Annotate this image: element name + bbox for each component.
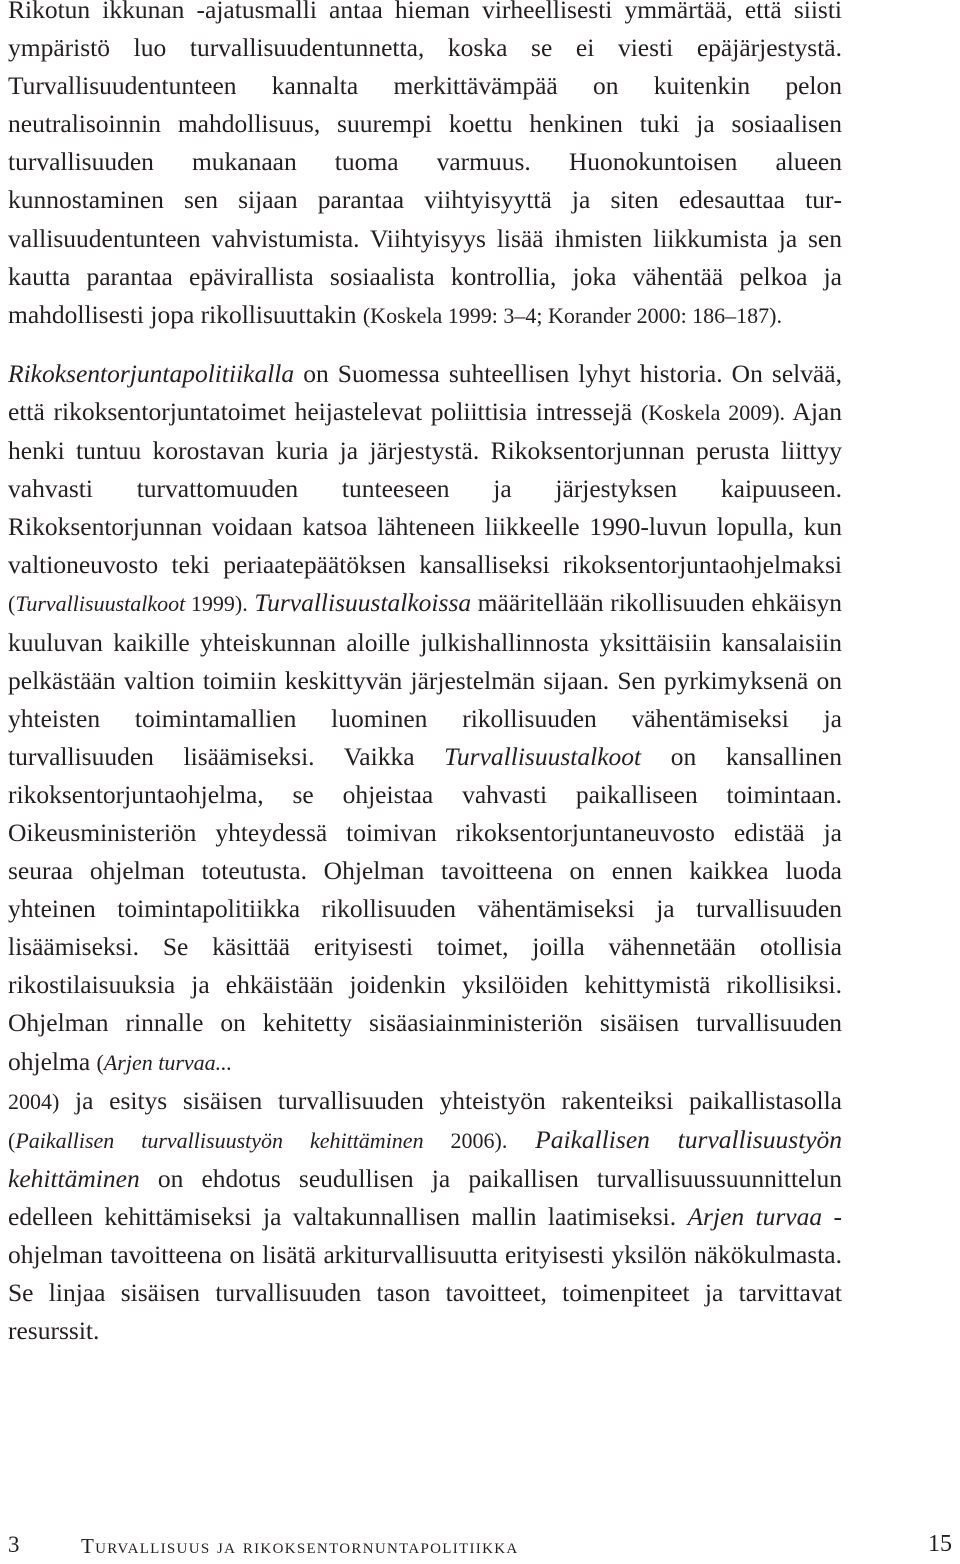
body-text [8, 0, 842, 1350]
chapter-title: Turvallisuus ja rikoksentornuntapolitiikka [81, 1534, 519, 1558]
paragraph-crime-prevention-policy [8, 355, 842, 1350]
paragraph-text: on ehdotus seudullisen ja paikallisen turvallisuussuunnittelun edelleen kehittämiseksi ja valtakunnallisen mallin laatimiseksi. [8, 1163, 842, 1231]
citation: (Koskela 2009). [640, 399, 786, 425]
emphasized-term: Turvallisuustalkoissa [254, 588, 472, 618]
citation-title: Turvallisuustalkoot [15, 591, 186, 617]
paragraph-text: Rikotun ikkunan -ajatusmalli antaa hieman virheellisesti ymmärtää, että siisti ympäristö luo turvallisuudentunnetta, koska se ei viesti epäjärjestystä. Turvallisuudentunteen kannalta merkittävämpää on kuitenkin pelon neutralisoinnin mahdollisuus, suurempi koettu henkinen tuki ja sosiaalisen turvallisuuden mukanaan tuoma varmuus. Huonokuntoisen alueen kunnostaminen sen sijaan parantaa viihtyisyyttä ja siten edesauttaa turvallisuudentunteen vahvistumista. Viihtyisyys lisää ihmisten liikkumista ja sen kautta parantaa epävirallista sosiaalista kontrollia, joka vähentää pelkoa ja mahdollisesti jopa rikollisuuttakin [8, 0, 842, 329]
citation-part: ( [8, 1127, 16, 1153]
paragraph-text: Ajan henki tuntuu korostavan kuria ja järjestystä. Rikoksentorjunnan perusta liittyy vahvasti turvattomuuden tunteeseen ja järjestyksen kaipuuseen. Rikoksentorjunnan voidaan katsoa lähteneen liikkeelle 1990-luvun lopulla, kun valtioneuvosto teki periaatepäätöksen kansalliseksi rikoksentorjuntaohjelmaksi [8, 396, 842, 580]
citation-part: 2004) [8, 1088, 60, 1114]
citation-part: ( [8, 591, 16, 617]
paragraph-text: on Suomessa suhteellisen lyhyt historia. On selvää, että rikoksentorjuntatoimet heijastelevat poliittisia intressejä [8, 358, 842, 426]
citation [8, 591, 248, 616]
citation: (Koskela 1999: 3–4; Korander 2000: 186–187). [362, 302, 783, 328]
paragraph-text: -ohjelman tavoitteena on lisätä arkiturvallisuutta erityisesti yksilön näkökulmasta. Se linjaa sisäisen turvallisuuden tason tavoitteet, toimenpiteet ja tarvittavat resurssit. [8, 1201, 842, 1346]
citation-part: 1999). [185, 591, 248, 617]
paragraph-text: ja esitys sisäisen turvallisuuden yhteistyön rakenteiksi paikallistasolla [59, 1085, 842, 1115]
citation-part: ( [96, 1049, 104, 1075]
emphasized-term: Rikoksentorjuntapolitiikalla [8, 358, 295, 388]
citation [8, 1128, 507, 1153]
paragraph-text: on kansallinen rikoksentorjuntaohjelma, se ohjeistaa vahvasti paikalliseen toimintaan. Oikeusministeriön yhteydessä toimivan rikoksentorjuntaneuvosto edistää ja seuraa ohjelman toteutusta. Ohjelman tavoitteena on ennen kaikkea luoda yhteinen toimintapolitiikka rikollisuuden vähentämiseksi ja turvallisuuden lisäämiseksi. Se käsittää erityisesti toimet, joilla vähennetään otollisia rikostilaisuuksia ja ehkäistään joidenkin yksilöiden kehittymistä rikollisiksi. Ohjelman rinnalle on kehitetty sisäasiainministeriön sisäisen turvallisuuden ohjelma [8, 741, 842, 1076]
emphasized-term: Paikallisen turvallisuustyön kehittäminen [8, 1124, 843, 1193]
chapter-number: 3 [8, 1532, 20, 1557]
emphasized-term: Arjen turvaa [687, 1201, 823, 1231]
paragraph-broken-windows [8, 0, 842, 335]
space [507, 1125, 535, 1154]
citation-part: 2006). [423, 1127, 508, 1153]
page-footer [8, 1532, 952, 1562]
paragraph-text: määritellään rikollisuuden ehkäisyn kuuluvan kaikille yhteiskunnan aloille julkishallinnosta yksittäisiin kansalaisiin pelkästään valtion toimiin keskittyvän järjestelmän sijaan. Sen pyrkimyksenä on yhteisten toimintamallien luominen rikollisuuden vähentämiseksi ja turvallisuuden lisäämiseksi. Vaikka [8, 588, 843, 771]
page-number: 15 [928, 1531, 952, 1557]
citation-title: Arjen turvaa... [103, 1049, 233, 1075]
citation-title: Paikallisen turvallisuustyön kehittäminen [15, 1127, 424, 1153]
emphasized-term: Turvallisuustalkoot [444, 741, 642, 771]
